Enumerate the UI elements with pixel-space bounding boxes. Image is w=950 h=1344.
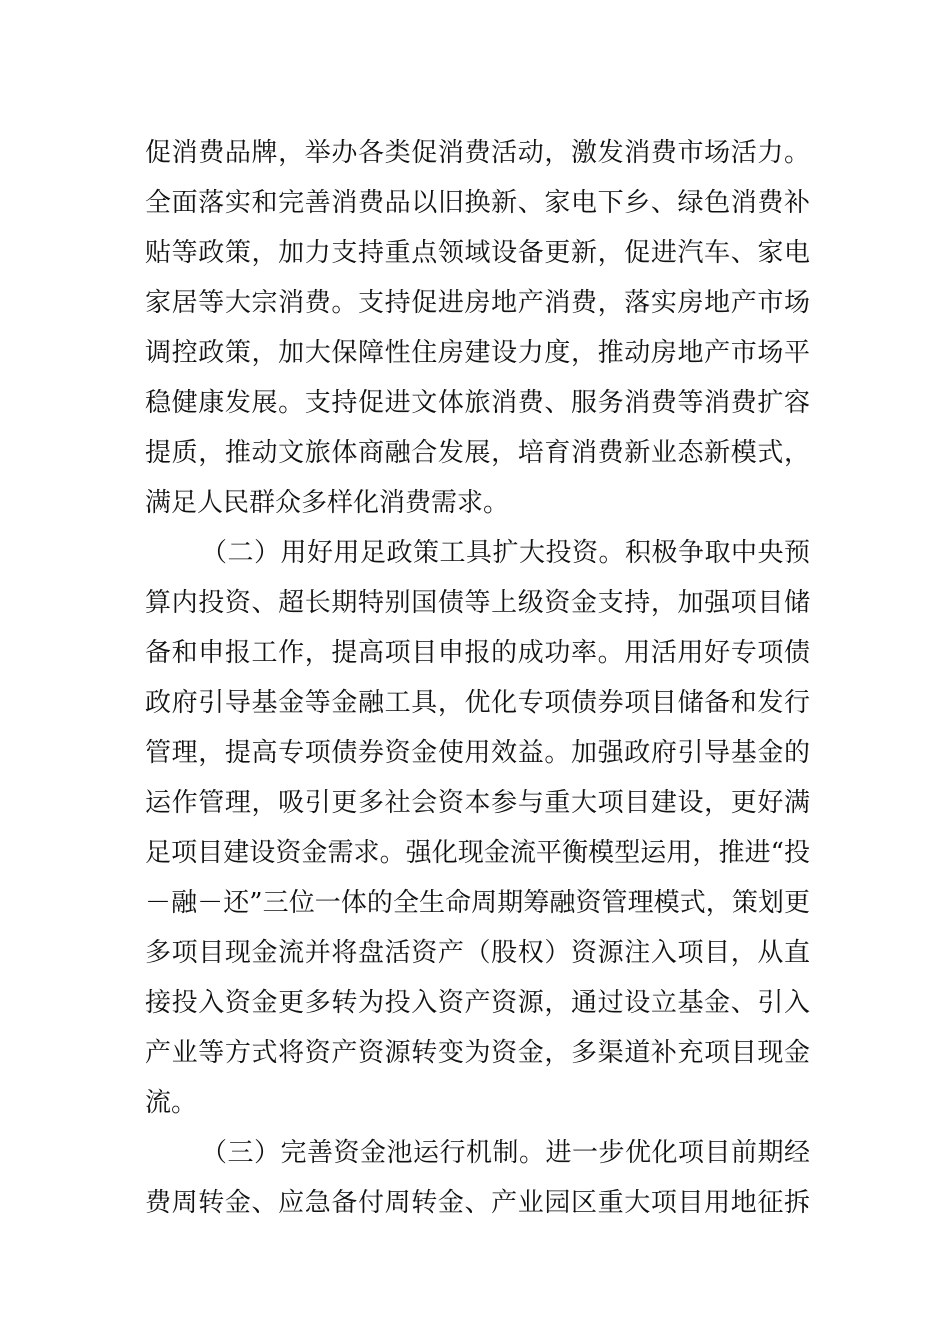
- text-line: 政府引导基金等金融工具，优化专项债券项目储备和发行: [145, 688, 810, 718]
- text-line: 促消费品牌，举办各类促消费活动，激发消费市场活力。: [145, 138, 810, 168]
- text-line: 贴等政策，加力支持重点领域设备更新，促进汽车、家电: [145, 238, 810, 268]
- text-line: 调控政策，加大保障性住房建设力度，推动房地产市场平: [145, 338, 810, 368]
- text-line: 产业等方式将资产资源转变为资金，多渠道补充项目现金: [145, 1038, 810, 1068]
- text-line: 管理，提高专项债券资金使用效益。加强政府引导基金的: [145, 738, 810, 768]
- document-body: [145, 128, 810, 1228]
- text-line: 全面落实和完善消费品以旧换新、家电下乡、绿色消费补: [145, 188, 810, 218]
- text-line: 家居等大宗消费。支持促进房地产消费，落实房地产市场: [145, 288, 810, 318]
- text-line: 足项目建设资金需求。强化现金流平衡模型运用，推进“投: [145, 838, 810, 868]
- text-line: 稳健康发展。支持促进文体旅消费、服务消费等消费扩容: [145, 388, 810, 418]
- text-line: 提质，推动文旅体商融合发展，培育消费新业态新模式，: [145, 438, 810, 468]
- text-line: 多项目现金流并将盘活资产（股权）资源注入项目，从直: [145, 938, 810, 968]
- text-line: 运作管理，吸引更多社会资本参与重大项目建设，更好满: [145, 788, 810, 818]
- text-line: 接投入资金更多转为投入资产资源，通过设立基金、引入: [145, 988, 810, 1018]
- text-line: －融－还”三位一体的全生命周期筹融资管理模式，策划更: [145, 888, 810, 918]
- text-line: 流。: [145, 1088, 198, 1118]
- text-line: 算内投资、超长期特别国债等上级资金支持，加强项目储: [145, 588, 810, 618]
- text-line: 费周转金、应急备付周转金、产业园区重大项目用地征拆: [145, 1188, 810, 1218]
- paragraph-first-line: （三）完善资金池运行机制。进一步优化项目前期经: [201, 1138, 810, 1168]
- text-line: 备和申报工作，提高项目申报的成功率。用活用好专项债: [145, 638, 810, 668]
- text-line: 满足人民群众多样化消费需求。: [145, 488, 510, 518]
- paragraph-first-line: （二）用好用足政策工具扩大投资。积极争取中央预: [201, 538, 810, 568]
